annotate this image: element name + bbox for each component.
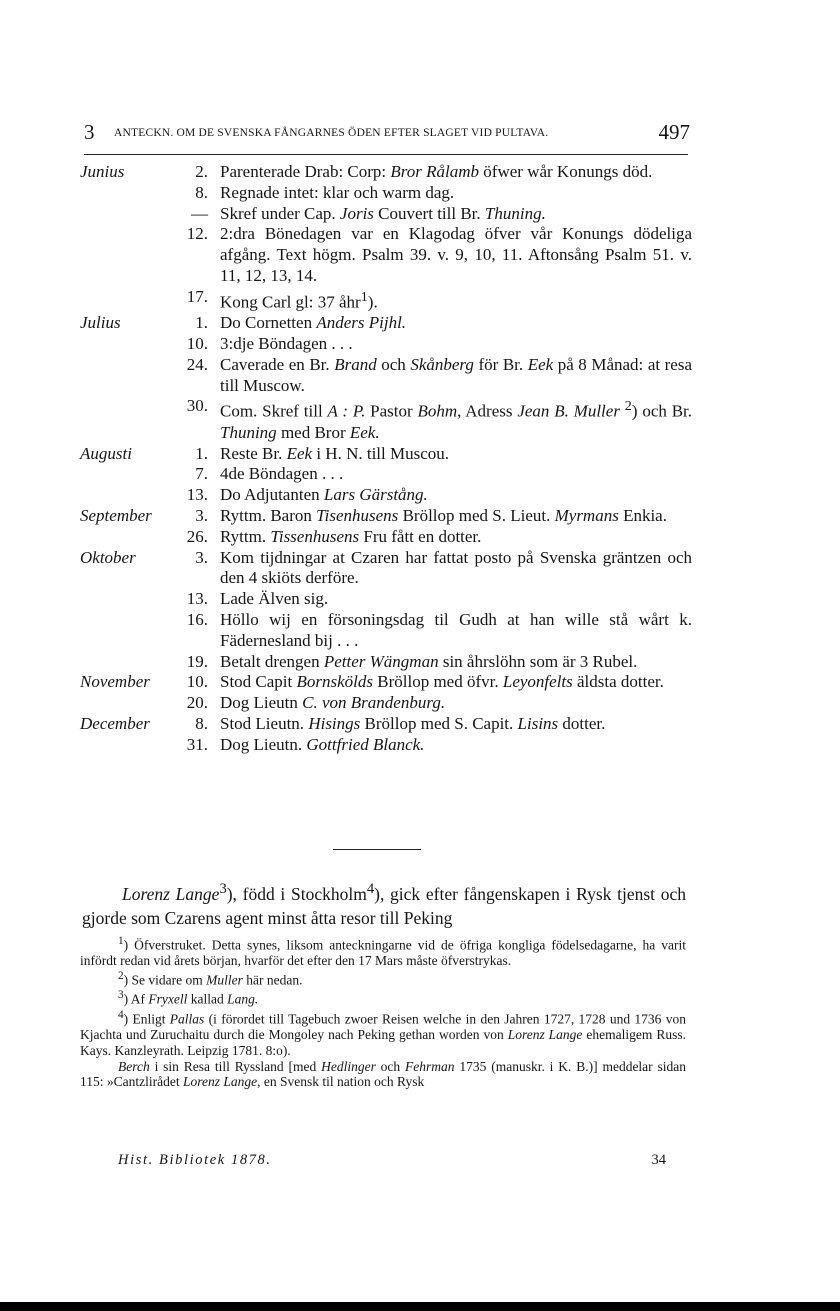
entry-text: 2:dra Bönedagen var en Klagodag öfver vår Konungs dödeliga afgång. Text högm. Psalm 39. v. 9, 10, 11. Aftonsång Psalm 51. v. 11, 12, 13, 14. [220, 224, 692, 285]
entry-text: Betalt drengen Petter Wängman sin åhrslöhn som är 3 Rubel. [220, 651, 638, 671]
entry-text: Reste Br. Eek i H. N. till Muscou. [220, 443, 450, 463]
diary-entry [80, 693, 692, 714]
entry-text: Regnade intet: klar och warm dag. [220, 182, 455, 202]
footnote: $^4$) Enligt Pallas (i förordet till Tagebuch zwoer Reisen welche in den Jahren 1727, 1728 und 1736 von Kjachta und Zuruchaitu durch die Mongoley nach Peking gethan worden von Lorenz Lange ehemaligem Russ. Kays. Kanzleyrath. Leipzig 1781. 8:o). [80, 1008, 687, 1058]
entry-month: Augusti [80, 443, 132, 463]
running-title: ANTECKN. OM DE SVENSKA FÅNGARNES ÖDEN EFTER SLAGET VID PULTAVA. [114, 127, 549, 139]
diary-entry [80, 313, 692, 334]
scan-edge [0, 1302, 840, 1311]
body-paragraph: Lorenz Lange$^3$), född i Stockholm$^4$), gick efter fångenskapen i Rysk tjenst och gjorde som Czarens agent minst åtta resor till Peking [82, 881, 686, 928]
footnote: $^1$) Öfverstruket. Detta synes, liksom anteckningarne vid de öfriga kongliga födelsedagarne, ha varit infördt redan vid årets början, hvarför det efter den 17 Mars måste öfverstrykas. [80, 935, 686, 969]
entry-month: September [80, 506, 152, 526]
entry-text: Ryttm. Baron Tisenhusens Bröllop med S. Lieut. Myrmans Enkia. [220, 506, 667, 526]
signature-mark: 3 [84, 120, 95, 144]
entry-text: Stod Capit Bornskölds Bröllop med öfvr. Leyonfelts äldsta dotter. [220, 672, 664, 692]
entry-month: November [80, 672, 150, 692]
diary-entry [80, 287, 692, 313]
diary-entry [80, 204, 692, 225]
entry-day: 10. [186, 334, 208, 354]
diary-entries [80, 162, 692, 756]
entry-day: 26. [186, 526, 208, 546]
entry-text: Do Adjutanten Lars Gärstång. [220, 485, 428, 505]
diary-entry [80, 183, 692, 204]
diary-entry [80, 396, 692, 443]
diary-entry [80, 355, 692, 397]
entry-text: Kong Carl gl: 37 åhr$^1$). [220, 288, 378, 312]
section-separator [333, 849, 421, 850]
entry-day: 8. [195, 714, 208, 734]
diary-entry [80, 652, 692, 673]
entry-month: December [80, 714, 150, 734]
entry-day: 12. [186, 224, 208, 244]
footnotes [80, 934, 686, 1090]
entry-text: Kom tijdningar at Czaren har fattat posto på Svenska gräntzen och den 4 skiöts derföre. [220, 547, 692, 588]
diary-entry [80, 672, 692, 693]
diary-entry [80, 444, 692, 465]
entry-text: Skref under Cap. Joris Couvert till Br. Thuning. [220, 203, 546, 223]
entry-day: 3. [195, 506, 208, 526]
entry-day: 24. [186, 354, 208, 374]
diary-entry [80, 735, 692, 756]
entry-day: 1. [195, 313, 208, 333]
entry-day: 7. [195, 464, 208, 484]
entry-text: 4de Böndagen . . . [220, 464, 344, 484]
entry-day: 17. [186, 286, 208, 306]
footer-signature: 34 [651, 1152, 666, 1168]
entry-text: Stod Lieutn. Hisings Bröllop med S. Capit. Lisins dotter. [220, 714, 606, 734]
entry-month: Julius [80, 313, 121, 333]
diary-entry [80, 610, 692, 652]
entry-day: 31. [186, 734, 208, 754]
entry-day: 13. [186, 589, 208, 609]
footnote: $^3$) Af Fryxell kallad Lang. [118, 989, 259, 1007]
entry-day: 10. [186, 672, 208, 692]
entry-text: Ryttm. Tissenhusens Fru fått en dotter. [220, 526, 482, 546]
entry-text: Parenterade Drab: Corp: Bror Rålamb öfwer wår Konungs död. [220, 162, 653, 181]
entry-day: 30. [186, 396, 208, 416]
entry-day: 8. [195, 182, 208, 202]
diary-entry [80, 464, 692, 485]
entry-text: Lade Älven sig. [220, 589, 329, 609]
diary-entry [80, 506, 692, 527]
entry-day: 19. [186, 651, 208, 671]
entry-day: 13. [186, 485, 208, 505]
entry-text: Höllo wij en försoningsdag til Gudh at han wille stå wårt k. Fädernesland bij . . . [220, 610, 692, 650]
entry-day: 3. [195, 547, 208, 567]
entry-month: Junius [80, 162, 125, 181]
entry-day: 20. [186, 693, 208, 713]
diary-entry [80, 527, 692, 548]
entry-month: Oktober [80, 547, 136, 567]
diary-entry [80, 334, 692, 355]
diary-entry [80, 485, 692, 506]
entry-day: 1. [195, 443, 208, 463]
entry-text: Dog Lieutn C. von Brandenburg. [220, 693, 446, 713]
footnote: Berch i sin Resa till Ryssland [med Hedlinger och Fehrman 1735 (manuskr. i K. B.)] meddelar sidan 115: »Cantzlirådet Lorenz Lange, en Svensk til nation och Rysk [80, 1058, 687, 1090]
entry-day: — [191, 203, 208, 223]
entry-day: 16. [186, 610, 208, 630]
entry-text: Dog Lieutn. Gottfried Blanck. [220, 734, 425, 754]
entry-text: Do Cornetten Anders Pijhl. [220, 313, 407, 333]
diary-entry [80, 714, 692, 735]
footer-journal: Hist. Bibliotek 1878. [118, 1152, 272, 1168]
entry-text: Caverade en Br. Brand och Skånberg för Br. Eek på 8 Månad: at resa till Muscow. [220, 354, 693, 395]
diary-entry [80, 589, 692, 610]
diary-entry [80, 548, 692, 590]
footnote: $^2$) Se vidare om Muller här nedan. [118, 970, 303, 988]
diary-entry [80, 224, 692, 286]
running-header [84, 120, 690, 142]
entry-text: Com. Skref till A : P. Pastor Bohm, Adress Jean B. Muller $^2$) och Br. Thuning med Bror Eek. [220, 398, 693, 442]
page-number: 497 [658, 120, 690, 144]
header-rule [84, 154, 688, 155]
entry-day: 2. [195, 162, 208, 181]
diary-entry [80, 162, 692, 183]
entry-text: 3:dje Böndagen . . . [220, 334, 353, 354]
